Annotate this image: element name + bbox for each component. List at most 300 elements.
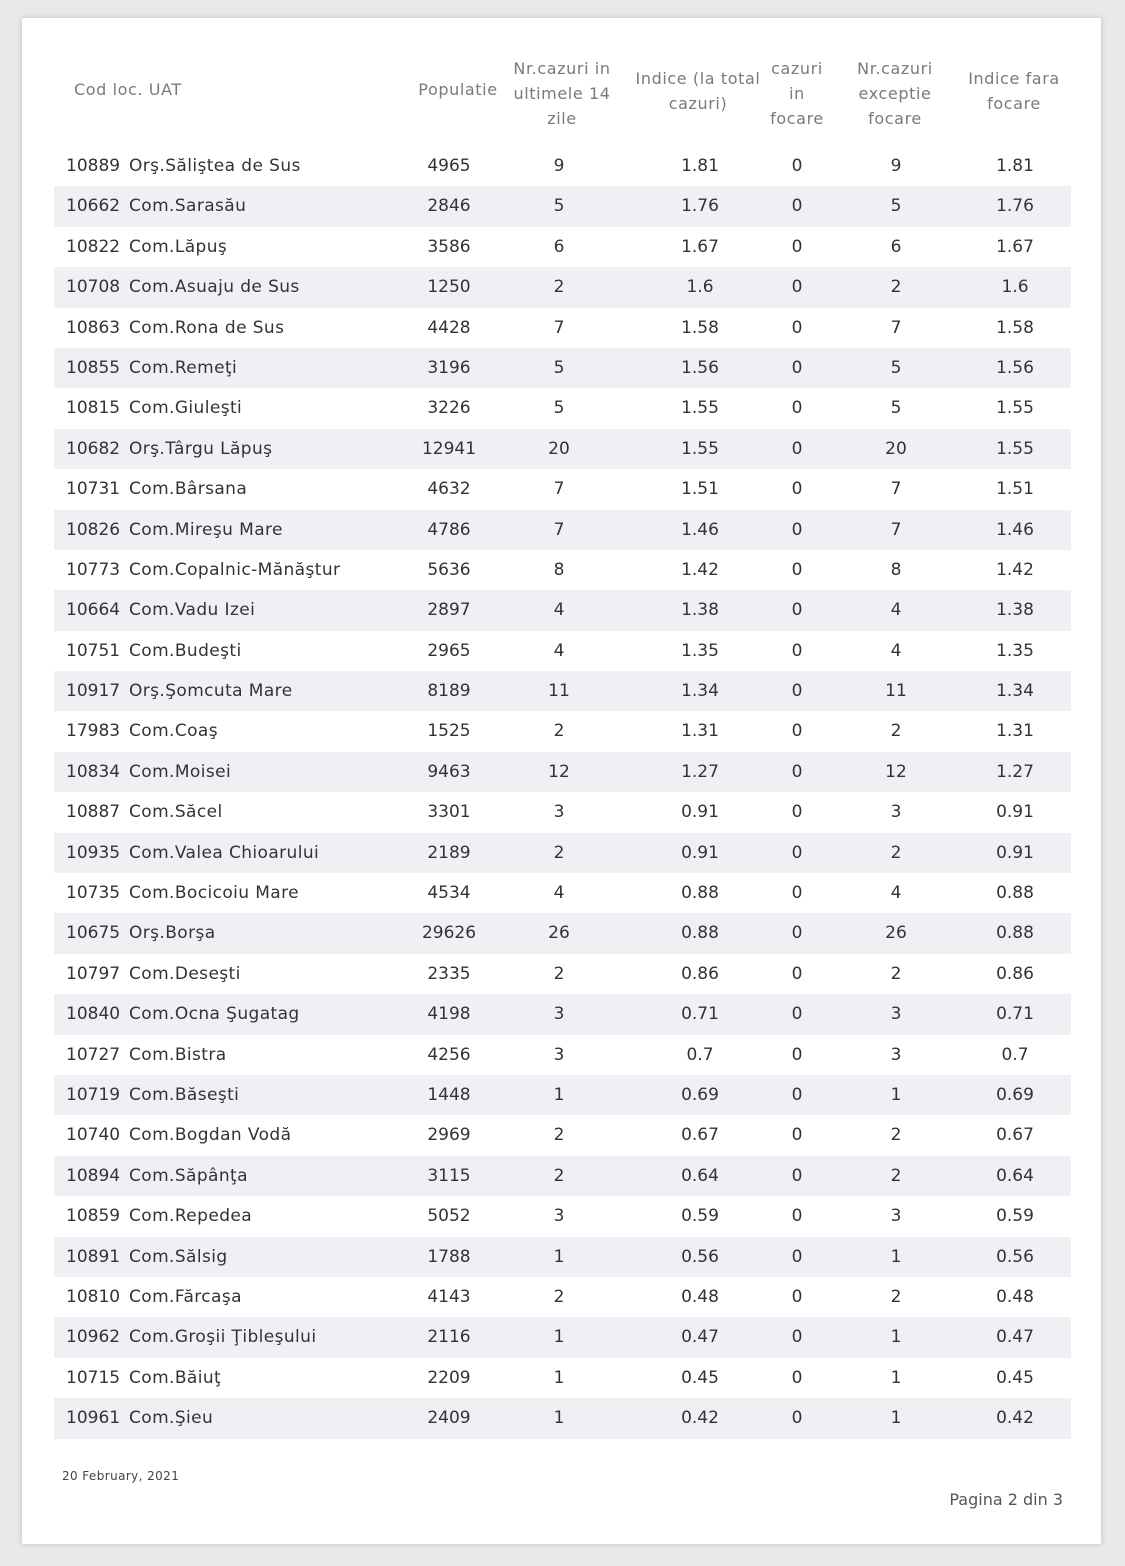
cell-index-fara: 0.91 <box>996 842 1034 863</box>
cell-focare: 0 <box>791 1327 803 1348</box>
cell-exceptie: 4 <box>890 640 902 661</box>
cell-focare: 0 <box>791 1367 803 1388</box>
cell-population: 2897 <box>427 600 471 621</box>
table-row <box>54 1398 1071 1438</box>
cell-index-fara: 1.34 <box>996 681 1034 702</box>
cell-index: 1.31 <box>681 721 719 742</box>
table-row <box>54 388 1071 428</box>
cell-code: 10894 <box>66 1165 121 1186</box>
cell-uat: Com.Sarasău <box>129 196 247 217</box>
cell-cases: 1 <box>553 1084 565 1105</box>
table-row <box>54 146 1071 186</box>
cell-focare: 0 <box>791 842 803 863</box>
cell-code: 10889 <box>66 156 121 176</box>
cell-code: 10859 <box>66 1206 121 1227</box>
cell-exceptie: 2 <box>890 842 902 863</box>
cell-exceptie: 3 <box>890 802 902 823</box>
cell-index-fara: 1.42 <box>996 559 1034 580</box>
cell-uat: Orş.Târgu Lăpuş <box>129 438 273 459</box>
cell-exceptie: 1 <box>890 1246 902 1267</box>
cell-index: 0.91 <box>681 802 719 823</box>
cell-exceptie: 1 <box>890 1408 902 1429</box>
cell-index-fara: 0.59 <box>996 1206 1034 1227</box>
table-row <box>54 429 1071 469</box>
cell-population: 1525 <box>427 721 471 742</box>
table-row <box>54 590 1071 630</box>
header-code-uat: Cod loc. UAT <box>74 80 182 99</box>
cell-index-fara: 0.67 <box>996 1125 1034 1146</box>
cell-index: 0.48 <box>681 1286 719 1307</box>
cell-index: 1.81 <box>681 156 719 176</box>
cell-cases: 1 <box>553 1246 565 1267</box>
cell-cases: 2 <box>553 1286 565 1307</box>
cell-code: 10731 <box>66 479 121 500</box>
cell-population: 4534 <box>427 883 471 904</box>
table-row <box>54 1237 1071 1277</box>
cell-uat: Com.Giuleşti <box>129 398 243 419</box>
cell-exceptie: 8 <box>890 559 902 580</box>
table-row <box>54 1115 1071 1155</box>
cell-code: 10740 <box>66 1125 121 1146</box>
cell-focare: 0 <box>791 1044 803 1065</box>
cell-population: 3301 <box>427 802 471 823</box>
cell-uat: Com.Fărcaşa <box>129 1286 242 1307</box>
cell-code: 10917 <box>66 681 121 702</box>
cell-index-fara: 1.56 <box>996 357 1034 378</box>
cell-focare: 0 <box>791 721 803 742</box>
cell-index-fara: 0.71 <box>996 1004 1034 1025</box>
cell-code: 10887 <box>66 802 121 823</box>
cell-index: 0.86 <box>681 963 719 984</box>
table-row <box>54 671 1071 711</box>
cell-cases: 2 <box>553 963 565 984</box>
cell-cases: 2 <box>553 1165 565 1186</box>
table-row <box>54 1035 1071 1075</box>
cell-index-fara: 1.55 <box>996 438 1034 459</box>
cell-population: 2969 <box>427 1125 471 1146</box>
data-table <box>54 146 1071 1439</box>
cell-exceptie: 7 <box>890 479 902 500</box>
table-row <box>54 308 1071 348</box>
cell-uat: Com.Asuaju de Sus <box>129 277 300 298</box>
cell-index: 1.38 <box>681 600 719 621</box>
cell-population: 2409 <box>427 1408 471 1429</box>
cell-code: 10962 <box>66 1327 121 1348</box>
cell-focare: 0 <box>791 802 803 823</box>
table-row <box>54 631 1071 671</box>
cell-cases: 3 <box>553 1004 565 1025</box>
cell-uat: Com.Coaş <box>129 721 218 742</box>
cell-population: 4256 <box>427 1044 471 1065</box>
cell-index-fara: 1.55 <box>996 398 1034 419</box>
cell-index: 0.59 <box>681 1206 719 1227</box>
cell-index: 0.69 <box>681 1084 719 1105</box>
table-row <box>54 469 1071 509</box>
cell-population: 9463 <box>427 761 471 782</box>
cell-uat: Com.Şieu <box>129 1408 214 1429</box>
cell-focare: 0 <box>791 479 803 500</box>
cell-code: 10822 <box>66 236 121 257</box>
cell-uat: Com.Remeţi <box>129 357 238 378</box>
cell-population: 4143 <box>427 1286 471 1307</box>
cell-focare: 0 <box>791 761 803 782</box>
cell-index: 1.51 <box>681 479 719 500</box>
cell-population: 5052 <box>427 1206 471 1227</box>
cell-code: 10840 <box>66 1004 121 1025</box>
cell-cases: 4 <box>553 640 565 661</box>
cell-index: 0.64 <box>681 1165 719 1186</box>
cell-index: 0.91 <box>681 842 719 863</box>
table-row <box>54 1196 1071 1236</box>
cell-cases: 8 <box>553 559 565 580</box>
cell-cases: 2 <box>553 277 565 298</box>
table-row <box>54 267 1071 307</box>
cell-focare: 0 <box>791 357 803 378</box>
cell-index-fara: 0.42 <box>996 1408 1034 1429</box>
cell-uat: Com.Bârsana <box>129 479 248 500</box>
cell-index-fara: 1.67 <box>996 236 1034 257</box>
cell-uat: Com.Săpânţa <box>129 1165 248 1186</box>
cell-cases: 7 <box>553 317 565 338</box>
cell-index: 0.88 <box>681 883 719 904</box>
cell-code: 10708 <box>66 277 121 298</box>
cell-uat: Com.Mireşu Mare <box>129 519 283 540</box>
header-cases-focare: cazuri in focare <box>770 59 824 128</box>
cell-focare: 0 <box>791 1004 803 1025</box>
cell-population: 4198 <box>427 1004 471 1025</box>
cell-focare: 0 <box>791 640 803 661</box>
table-row <box>54 1317 1071 1357</box>
cell-exceptie: 12 <box>885 761 907 782</box>
cell-uat: Orş.Borşa <box>129 923 216 944</box>
table-row <box>54 1075 1071 1115</box>
cell-focare: 0 <box>791 398 803 419</box>
cell-population: 2335 <box>427 963 471 984</box>
cell-index-fara: 0.91 <box>996 802 1034 823</box>
table-row <box>54 510 1071 550</box>
cell-uat: Com.Repedea <box>129 1206 253 1227</box>
cell-focare: 0 <box>791 519 803 540</box>
cell-population: 4786 <box>427 519 471 540</box>
cell-index: 1.55 <box>681 438 719 459</box>
cell-exceptie: 7 <box>890 519 902 540</box>
cell-cases: 11 <box>548 681 570 702</box>
cell-index-fara: 0.56 <box>996 1246 1034 1267</box>
cell-focare: 0 <box>791 1408 803 1429</box>
cell-uat: Com.Bocicoiu Mare <box>129 883 299 904</box>
cell-index-fara: 1.51 <box>996 479 1034 500</box>
cell-cases: 4 <box>553 600 565 621</box>
cell-code: 10891 <box>66 1246 121 1267</box>
cell-code: 17983 <box>66 721 121 742</box>
cell-focare: 0 <box>791 1084 803 1105</box>
table-row <box>54 913 1071 953</box>
table-row <box>54 994 1071 1034</box>
cell-uat: Com.Deseşti <box>129 963 241 984</box>
cell-focare: 0 <box>791 1246 803 1267</box>
cell-uat: Com.Bogdan Vodă <box>129 1125 292 1146</box>
cell-population: 1448 <box>427 1084 471 1105</box>
cell-population: 29626 <box>421 923 477 944</box>
cell-code: 10773 <box>66 559 121 580</box>
header-index-total: Indice (la total cazuri) <box>635 69 761 113</box>
cell-index: 0.71 <box>681 1004 719 1025</box>
cell-code: 10727 <box>66 1044 121 1065</box>
cell-uat: Com.Budeşti <box>129 640 242 661</box>
cell-exceptie: 4 <box>890 600 902 621</box>
table-row <box>54 833 1071 873</box>
cell-uat: Com.Moisei <box>129 761 232 782</box>
cell-index-fara: 0.88 <box>996 883 1034 904</box>
cell-uat: Com.Băseşti <box>129 1084 240 1105</box>
cell-cases: 1 <box>553 1408 565 1429</box>
cell-index-fara: 1.6 <box>1001 277 1029 298</box>
cell-exceptie: 5 <box>890 398 902 419</box>
table-row <box>54 711 1071 751</box>
cell-uat: Com.Bistra <box>129 1044 227 1065</box>
cell-focare: 0 <box>791 1286 803 1307</box>
cell-focare: 0 <box>791 559 803 580</box>
cell-population: 3115 <box>427 1165 471 1186</box>
table-row <box>54 792 1071 832</box>
cell-index-fara: 0.45 <box>996 1367 1034 1388</box>
cell-code: 10735 <box>66 883 121 904</box>
cell-focare: 0 <box>791 1206 803 1227</box>
cell-uat: Orş.Şomcuta Mare <box>129 681 293 702</box>
cell-exceptie: 1 <box>890 1327 902 1348</box>
cell-population: 2189 <box>427 842 471 863</box>
cell-index-fara: 0.47 <box>996 1327 1034 1348</box>
cell-cases: 1 <box>553 1367 565 1388</box>
cell-cases: 20 <box>548 438 570 459</box>
cell-cases: 2 <box>553 721 565 742</box>
cell-focare: 0 <box>791 438 803 459</box>
cell-exceptie: 5 <box>890 357 902 378</box>
document-page <box>22 18 1101 1544</box>
cell-cases: 26 <box>548 923 570 944</box>
cell-index-fara: 1.58 <box>996 317 1034 338</box>
cell-exceptie: 3 <box>890 1004 902 1025</box>
cell-index-fara: 0.86 <box>996 963 1034 984</box>
table-row <box>54 1358 1071 1398</box>
cell-exceptie: 20 <box>885 438 907 459</box>
cell-cases: 4 <box>553 883 565 904</box>
cell-cases: 9 <box>553 156 565 176</box>
cell-exceptie: 2 <box>890 963 902 984</box>
cell-cases: 6 <box>553 236 565 257</box>
cell-population: 2209 <box>427 1367 471 1388</box>
cell-index: 1.76 <box>681 196 719 217</box>
cell-index-fara: 1.76 <box>996 196 1034 217</box>
cell-index-fara: 0.88 <box>996 923 1034 944</box>
cell-index-fara: 0.48 <box>996 1286 1034 1307</box>
cell-uat: Com.Sălsig <box>129 1246 228 1267</box>
cell-focare: 0 <box>791 156 803 176</box>
cell-uat: Com.Băiuţ <box>129 1367 222 1388</box>
cell-exceptie: 6 <box>890 236 902 257</box>
cell-cases: 3 <box>553 1044 565 1065</box>
report-date: 20 February, 2021 <box>62 1469 180 1483</box>
cell-code: 10863 <box>66 317 121 338</box>
cell-code: 10719 <box>66 1084 121 1105</box>
cell-code: 10961 <box>66 1408 121 1429</box>
cell-index-fara: 1.38 <box>996 600 1034 621</box>
cell-cases: 2 <box>553 1125 565 1146</box>
cell-cases: 3 <box>553 1206 565 1227</box>
cell-code: 10834 <box>66 761 121 782</box>
cell-exceptie: 5 <box>890 196 902 217</box>
cell-exceptie: 26 <box>885 923 907 944</box>
cell-population: 2116 <box>427 1327 471 1348</box>
page-number: Pagina 2 din 3 <box>949 1490 1063 1509</box>
cell-cases: 1 <box>553 1327 565 1348</box>
cell-index: 1.55 <box>681 398 719 419</box>
cell-uat: Com.Săcel <box>129 802 223 823</box>
header-cases-14-days: Nr.cazuri in ultimele 14 zile <box>513 59 611 128</box>
cell-index: 1.27 <box>681 761 719 782</box>
cell-focare: 0 <box>791 963 803 984</box>
cell-index: 0.42 <box>681 1408 719 1429</box>
cell-cases: 7 <box>553 519 565 540</box>
cell-index: 0.45 <box>681 1367 719 1388</box>
cell-code: 10797 <box>66 963 121 984</box>
cell-index-fara: 0.69 <box>996 1084 1034 1105</box>
cell-index-fara: 0.7 <box>1001 1044 1029 1065</box>
cell-population: 4965 <box>427 156 471 176</box>
header-population: Populatie <box>418 80 498 99</box>
cell-code: 10935 <box>66 842 121 863</box>
cell-cases: 3 <box>553 802 565 823</box>
table-row <box>54 227 1071 267</box>
cell-index-fara: 1.81 <box>996 156 1034 176</box>
cell-code: 10826 <box>66 519 121 540</box>
cell-index: 1.35 <box>681 640 719 661</box>
cell-population: 1250 <box>427 277 471 298</box>
cell-uat: Com.Lăpuş <box>129 236 228 257</box>
cell-index: 1.67 <box>681 236 719 257</box>
cell-exceptie: 3 <box>890 1206 902 1227</box>
cell-uat: Com.Vadu Izei <box>129 600 256 621</box>
cell-code: 10662 <box>66 196 121 217</box>
cell-uat: Com.Copalnic-Mănăştur <box>129 559 341 580</box>
cell-cases: 12 <box>548 761 570 782</box>
cell-cases: 5 <box>553 398 565 419</box>
cell-code: 10664 <box>66 600 121 621</box>
cell-uat: Com.Groşii Ţibleşului <box>129 1327 317 1348</box>
cell-population: 3586 <box>427 236 471 257</box>
cell-exceptie: 2 <box>890 721 902 742</box>
cell-index: 1.6 <box>686 277 714 298</box>
cell-exceptie: 1 <box>890 1084 902 1105</box>
cell-exceptie: 2 <box>890 1165 902 1186</box>
cell-focare: 0 <box>791 236 803 257</box>
table-row <box>54 954 1071 994</box>
cell-code: 10715 <box>66 1367 121 1388</box>
cell-focare: 0 <box>791 277 803 298</box>
cell-population: 8189 <box>427 681 471 702</box>
cell-population: 2846 <box>427 196 471 217</box>
cell-code: 10815 <box>66 398 121 419</box>
cell-population: 3196 <box>427 357 471 378</box>
cell-cases: 7 <box>553 479 565 500</box>
cell-population: 2965 <box>427 640 471 661</box>
cell-code: 10751 <box>66 640 121 661</box>
cell-focare: 0 <box>791 681 803 702</box>
cell-index-fara: 1.35 <box>996 640 1034 661</box>
cell-index: 0.56 <box>681 1246 719 1267</box>
table-header <box>22 18 1101 158</box>
cell-index: 0.67 <box>681 1125 719 1146</box>
cell-uat: Orş.Săliştea de Sus <box>129 156 301 176</box>
cell-code: 10682 <box>66 438 121 459</box>
cell-exceptie: 4 <box>890 883 902 904</box>
cell-exceptie: 2 <box>890 277 902 298</box>
cell-focare: 0 <box>791 196 803 217</box>
cell-index: 1.42 <box>681 559 719 580</box>
cell-uat: Com.Ocna Şugatag <box>129 1004 300 1025</box>
cell-population: 5636 <box>427 559 471 580</box>
cell-exceptie: 9 <box>890 156 902 176</box>
cell-focare: 0 <box>791 1165 803 1186</box>
cell-exceptie: 3 <box>890 1044 902 1065</box>
cell-focare: 0 <box>791 1125 803 1146</box>
header-cases-exceptie: Nr.cazuri exceptie focare <box>857 59 933 128</box>
cell-code: 10675 <box>66 923 121 944</box>
table-row <box>54 186 1071 226</box>
cell-exceptie: 2 <box>890 1286 902 1307</box>
cell-cases: 5 <box>553 196 565 217</box>
cell-cases: 5 <box>553 357 565 378</box>
cell-population: 4428 <box>427 317 471 338</box>
cell-population: 4632 <box>427 479 471 500</box>
cell-uat: Com.Valea Chioarului <box>129 842 320 863</box>
cell-index: 1.58 <box>681 317 719 338</box>
cell-population: 12941 <box>421 438 477 459</box>
cell-exceptie: 1 <box>890 1367 902 1388</box>
table-row <box>54 873 1071 913</box>
cell-exceptie: 2 <box>890 1125 902 1146</box>
cell-index: 0.88 <box>681 923 719 944</box>
cell-index-fara: 1.27 <box>996 761 1034 782</box>
cell-focare: 0 <box>791 600 803 621</box>
cell-population: 3226 <box>427 398 471 419</box>
cell-focare: 0 <box>791 317 803 338</box>
cell-index-fara: 1.46 <box>996 519 1034 540</box>
table-row <box>54 550 1071 590</box>
table-row <box>54 348 1071 388</box>
cell-index: 1.46 <box>681 519 719 540</box>
cell-index: 0.7 <box>686 1044 714 1065</box>
cell-focare: 0 <box>791 923 803 944</box>
cell-uat: Com.Rona de Sus <box>129 317 285 338</box>
cell-cases: 2 <box>553 842 565 863</box>
cell-index: 1.34 <box>681 681 719 702</box>
header-index-fara: Indice fara focare <box>968 69 1060 113</box>
cell-index: 1.56 <box>681 357 719 378</box>
cell-index: 0.47 <box>681 1327 719 1348</box>
cell-index-fara: 0.64 <box>996 1165 1034 1186</box>
cell-code: 10855 <box>66 357 121 378</box>
cell-exceptie: 7 <box>890 317 902 338</box>
cell-exceptie: 11 <box>885 681 907 702</box>
cell-focare: 0 <box>791 883 803 904</box>
cell-code: 10810 <box>66 1286 121 1307</box>
table-row <box>54 752 1071 792</box>
table-row <box>54 1156 1071 1196</box>
cell-index-fara: 1.31 <box>996 721 1034 742</box>
table-row <box>54 1277 1071 1317</box>
cell-population: 1788 <box>427 1246 471 1267</box>
